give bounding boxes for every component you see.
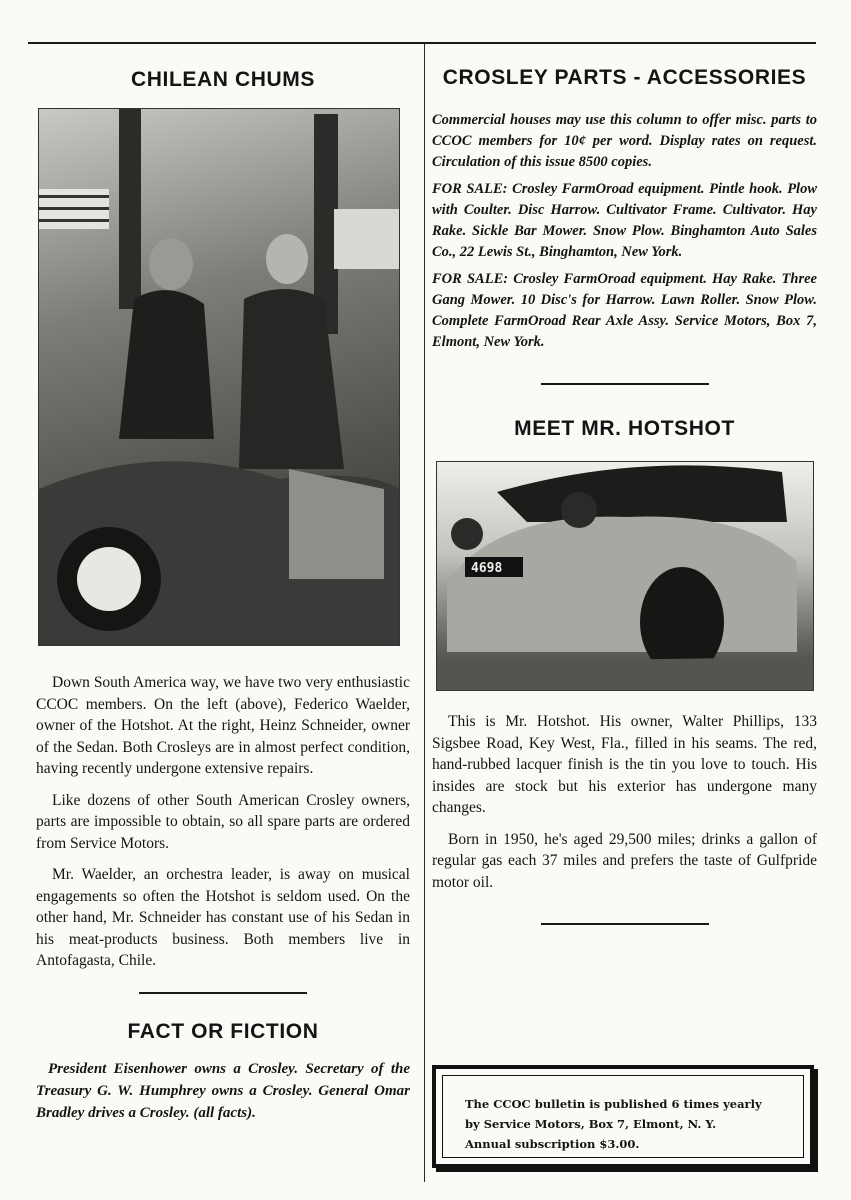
chilean-paragraph: Mr. Waelder, an orchestra leader, is away on musical engagements so often the Hotshot is seldom used. On the other hand, Mr. Schneider has constant use of his Sedan in his meat-products business. Both members live in Antofagasta, Chile. [36,866,410,969]
meet-mr-hotshot-heading: MEET MR. HOTSHOT [514,417,735,440]
hotshot-paragraph: Born in 1950, he's aged 29,500 miles; drinks a gallon of regular gas each 37 miles and prefers the taste of Gulfpride motor oil. [432,830,817,891]
section-rule [541,383,709,385]
parts-accessories-heading: CROSLEY PARTS - ACCESSORIES [442,66,807,89]
parts-intro: Commercial houses may use this column to offer misc. parts to CCOC members for 10¢ per word. Display rates on request. Circulation of this issue 8500 copies. [432,112,817,170]
for-sale-listing: FOR SALE: Crosley FarmOroad equipment. Pintle hook. Plow with Coulter. Disc Harrow. Cultivator Frame. Cultivator. Hay Rake. Sickle Bar Mower. Snow Plow. Binghamton Auto Sales Co., 22 Lewis St., Binghamton, New York. [432,181,817,260]
for-sale-listing: FOR SALE: Crosley FarmOroad equipment. Hay Rake. Three Gang Mower. 10 Disc's for Harrow. Lawn Roller. Snow Plow. Complete FarmOroad Rear Axle Assy. Service Motors, Box 7, Elmont, New York. [432,271,817,350]
car-illustration [437,462,813,690]
section-rule [541,923,709,925]
bulletin-notice-text [442,1075,804,1158]
notice-line: The CCOC bulletin is published 6 times yearly [465,1097,762,1111]
license-plate: 4698 [471,561,503,576]
top-rule [28,42,816,44]
column-divider [424,44,425,1182]
fact-or-fiction-heading: FACT OR FICTION [127,1019,319,1043]
notice-line: by Service Motors, Box 7, Elmont, N. Y. [465,1117,717,1131]
chilean-chums-photo [38,108,400,646]
section-rule [139,992,307,994]
chilean-paragraph: Down South America way, we have two very enthusiastic CCOC members. On the left (above), Federico Waelder, owner of the Hotshot. At the right, Heinz Schneider, owner of the Sedan. Both Crosleys are in almost perfect condition, having recently undergone extensive repairs. [36,674,410,777]
photo-illustration [39,109,399,645]
chilean-paragraph: Like dozens of other South American Crosley owners, parts are impossible to obtain, so all spare parts are ordered from Service Motors. [36,791,410,852]
left-column [36,50,410,1130]
hotshot-paragraph: This is Mr. Hotshot. His owner, Walter Phillips, 133 Sigsbee Road, Key West, Fla., filled in his seams. The red, hand-rubbed lacquer finish is the tin you love to touch. His insides are stock but his exterior has undergone many changes. [432,713,817,816]
notice-line: Annual subscription $3.00. [465,1137,640,1151]
hotshot-car-photo [436,461,814,691]
fact-or-fiction-text: President Eisenhower owns a Crosley. Secretary of the Treasury G. W. Humphrey owns a Crosley. General Omar Bradley drives a Crosley. (all facts). [36,1060,410,1121]
bulletin-notice-box [432,1065,814,1168]
right-column [432,50,817,925]
chilean-chums-heading: CHILEAN CHUMS [131,68,315,91]
